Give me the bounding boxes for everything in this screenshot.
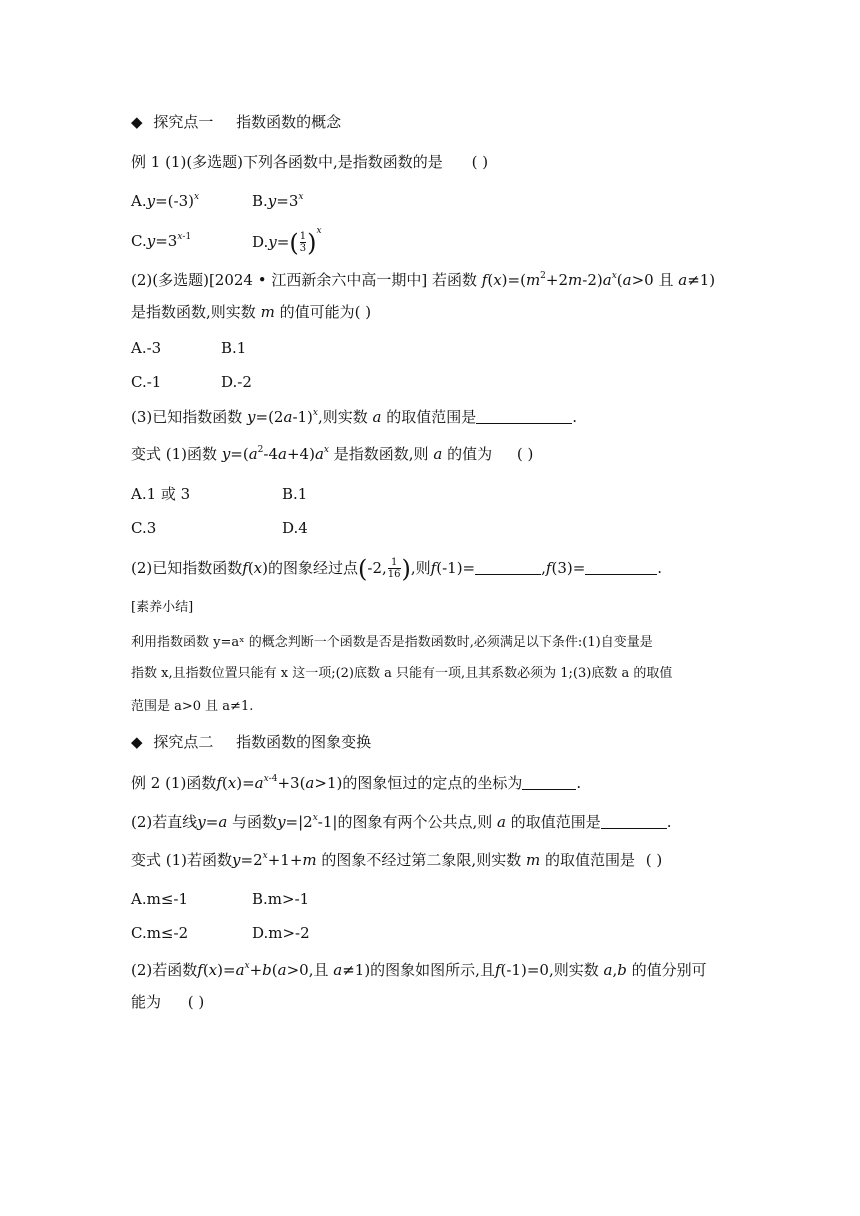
summary-line-2: 指数 x,且指数位置只能有 x 这一项;(2)底数 a 只能有一项,且其系数必须为 1;(3)底数 a 的取值 <box>131 666 673 681</box>
example-1-q2-option-d: D.-2 <box>221 373 252 391</box>
variant-2-stem: 变式 (1)若函数$y=2^x+1+m$ 的图象不经过第二象限,则实数 m 的取值范围是 ( ) <box>131 851 663 869</box>
diamond-bullet-icon: ◆ <box>131 733 143 751</box>
example-1-option-d: D.y=( $\frac{1}{3}$ )$^x$ <box>252 226 322 257</box>
answer-blank <box>585 560 657 575</box>
variant-2-q2-line2: 能为 ( ) <box>131 993 205 1011</box>
example-1-q2-line1: (2)(多选题)[2024 • 江西新余六中高一期中] 若函数 $f(x)=(m^2+2m-2)a^x(a>0$ 且 a≠1) <box>131 271 716 289</box>
section-1-subtitle: 指数函数的概念 <box>236 113 342 131</box>
answer-blank <box>475 560 541 575</box>
variant-2-option-a: A.m≤-1 <box>131 890 189 908</box>
summary-title: [素养小结] <box>131 600 194 615</box>
summary-line-1: 利用指数函数 y=aˣ 的概念判断一个函数是否是指数函数时,必须满足以下条件:(1)自变量是 <box>131 635 653 650</box>
summary-line-3: 范围是 a>0 且 a≠1. <box>131 699 254 714</box>
variant-1-option-a: A.1 或 3 <box>131 485 191 503</box>
answer-blank <box>601 814 667 829</box>
example-1-q2-option-b: B.1 <box>221 339 247 357</box>
example-2-q2: (2)若直线y=a 与函数$y=|2^x-1|$的图象有两个公共点,则 a 的取值范围是 . <box>131 813 672 831</box>
section-2-heading <box>131 732 371 752</box>
diamond-bullet-icon: ◆ <box>131 113 143 131</box>
variant-1-q2: (2)已知指数函数f(x)的图象经过点(-2, $\frac{1}{16}$ ),则f(-1)= ,f(3)= . <box>131 555 663 583</box>
variant-2-option-b: B.m>-1 <box>252 890 310 908</box>
example-1-q3: (3)已知指数函数 $y=(2a-1)^x$,则实数 a 的取值范围是 . <box>131 408 578 426</box>
example-1-q2-line2: 是指数函数,则实数 m 的值可能为( ) <box>131 303 372 321</box>
section-2-title: 探究点二 <box>153 733 214 751</box>
example-2-q1: 例 2 (1)函数$f(x)=a^{x-4}+3(a>1)$的图象恒过的定点的坐标为 . <box>131 774 582 792</box>
example-1-q2-option-a: A.-3 <box>131 339 162 357</box>
example-1-q2-option-c: C.-1 <box>131 373 162 391</box>
variant-1-option-c: C.3 <box>131 519 157 537</box>
example-1-option-a: $A.y=(-3)^x$ <box>131 192 200 210</box>
variant-2-option-d: D.m>-2 <box>252 924 310 942</box>
answer-blank <box>522 775 576 790</box>
section-2-subtitle: 指数函数的图象变换 <box>236 733 372 751</box>
variant-1-option-d: D.4 <box>282 519 308 537</box>
variant-1-stem: 变式 (1)函数 $y=(a^2-4a+4)a^x$ 是指数函数,则 a 的值为 ( ) <box>131 445 534 463</box>
answer-blank <box>476 409 572 424</box>
section-1-heading <box>131 112 341 132</box>
variant-1-option-b: B.1 <box>282 485 308 503</box>
section-1-title: 探究点一 <box>153 113 214 131</box>
example-1-option-c: $C.y=3^{x-1}$ <box>131 232 192 250</box>
variant-2-option-c: C.m≤-2 <box>131 924 189 942</box>
example-1-stem: 例 1 (1)(多选题)下列各函数中,是指数函数的是 ( ) <box>131 153 489 171</box>
variant-2-q2-line1: (2)若函数$f(x)=a^x+b(a>0$,且 a≠1)的图象如图所示,且f(-1)=0,则实数 a,b 的值分别可 <box>131 961 707 979</box>
example-1-option-b: $B.y=3^x$ <box>252 192 304 210</box>
